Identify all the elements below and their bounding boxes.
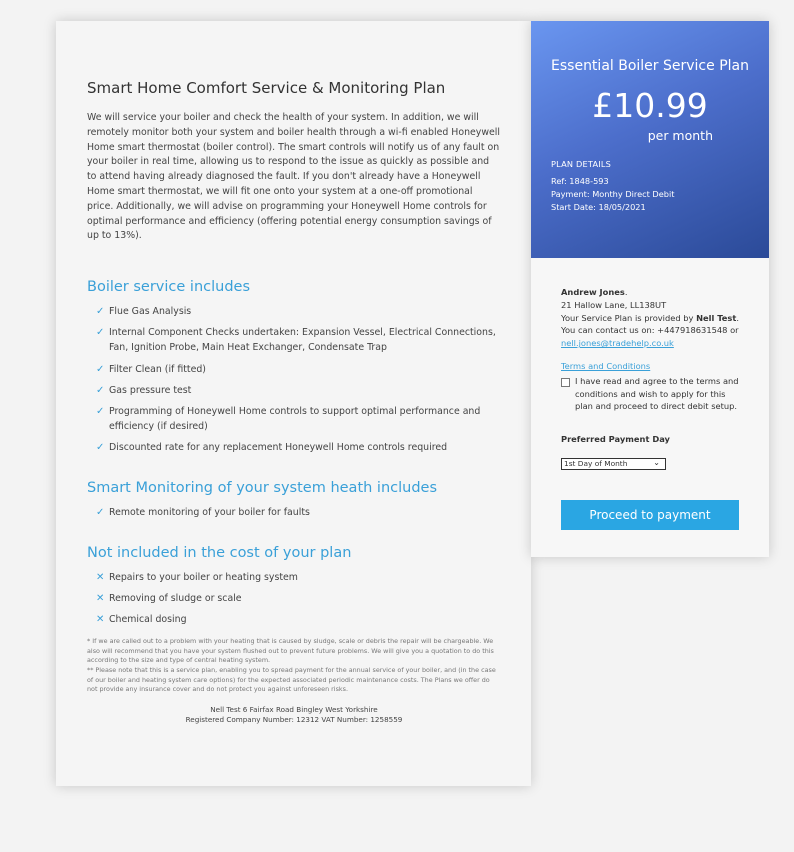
list-item: ✓ Remote monitoring of your boiler for faults: [96, 506, 501, 521]
list-item: ✓ Flue Gas Analysis: [96, 305, 501, 320]
list-item: ✓ Gas pressure test: [96, 384, 501, 399]
customer-section: Andrew Jones. 21 Hallow Lane, LL138UT Your Service Plan is provided by Nell Test. You can contact us on: +447918631548 or nell.jones@tradehelp.co.uk Terms and Conditions I have read and agree to the terms and conditions and wish to apply for this plan and proceed to direct debit setup. Preferred Payment Day 1st Day of Month ⌄ Proceed to payment: [531, 258, 769, 530]
plan-title: Smart Home Comfort Service & Monitoring Plan: [87, 79, 446, 97]
list-item: ✓ Discounted rate for any replacement Honeywell Home controls required: [96, 441, 501, 456]
proceed-to-payment-button[interactable]: Proceed to payment: [561, 500, 739, 530]
customer-name: Andrew Jones: [561, 287, 625, 297]
check-icon: ✓: [96, 442, 105, 454]
summary-plan-name: Essential Boiler Service Plan: [551, 58, 749, 74]
price-period: per month: [647, 128, 713, 143]
list-item: ✕ Removing of sludge or scale: [96, 592, 501, 607]
chevron-down-icon: ⌄: [653, 457, 660, 467]
agree-checkbox[interactable]: [561, 378, 570, 387]
check-icon: ✓: [96, 406, 105, 418]
plan-price: £10.99: [592, 86, 708, 125]
agree-row: [561, 375, 739, 413]
cross-icon: ✕: [96, 614, 105, 626]
cross-icon: ✕: [96, 571, 105, 583]
service-section-title: Boiler service includes: [87, 279, 251, 296]
payment-day-select[interactable]: [561, 458, 666, 470]
plan-payment: Payment: Monthy Direct Debit: [551, 189, 675, 199]
list-item: ✕ Chemical dosing: [96, 613, 501, 628]
list-item: ✓ Filter Clean (if fitted): [96, 363, 501, 378]
excluded-list: [87, 571, 501, 628]
check-icon: ✓: [96, 384, 105, 396]
contact-line: You can contact us on: +447918631548 or: [561, 325, 739, 336]
customer-address: 21 Hallow Lane, LL138UT: [561, 299, 667, 310]
contact-email-link[interactable]: nell.jones@tradehelp.co.uk: [561, 338, 674, 349]
list-item: ✓ Internal Component Checks undertaken: Expansion Vessel, Electrical Connections, Fan, Ignition Probe, Main Heat Exchanger, Condensate Trap: [96, 327, 496, 354]
check-icon: ✓: [96, 507, 105, 519]
list-item: ✕ Repairs to your boiler or heating system: [96, 571, 501, 586]
service-list: [87, 305, 501, 456]
plan-details-card: [56, 21, 531, 786]
list-item: ✓ Programming of Honeywell Home controls to support optimal performance and efficiency (if desired): [96, 406, 481, 432]
monitoring-list: [87, 506, 501, 521]
footnotes: [87, 637, 501, 695]
company-info: [87, 705, 501, 726]
terms-link[interactable]: Terms and Conditions: [561, 360, 651, 371]
plan-ref: Ref: 1848-593: [551, 176, 609, 186]
company-address: Nell Test 6 Fairfax Road Bingley West Yorkshire: [210, 704, 378, 714]
summary-card: [531, 21, 769, 557]
excluded-section-title: Not included in the cost of your plan: [87, 544, 352, 561]
check-icon: ✓: [96, 306, 105, 318]
plan-description: We will service your boiler and check the health of your system. In addition, we will remotely monitor both your system and boiler health through a wi-fi enabled Honeywell Home smart thermostat (boiler control). The smart controls will notify us of any fault on your boiler in real time, allowing us to respond to the issue as quickly as possible and to attend having already diagnosed the fault. If you don't already have a Honeywell Home smart thermostat, we will fit one onto your system at a one-off promotional price. Additionally, we will advise on programming your Honeywell Home controls for optimal performance and efficiency (offering potential energy consumption savings of up to 13%).: [87, 112, 500, 242]
footnote-service-plan: ** Please note that this is a service plan, enabling you to spread payment for the annual service of your boiler, and (in the case of our boiler and heating system care options) for the expected associated periodic maintenance costs. The Plans we offer do not provide any insurance cover and do not protect you against unforeseen risks.: [87, 666, 496, 694]
agree-text: I have read and agree to the terms and conditions and wish to apply for this plan and proceed to direct debit setup.: [575, 375, 739, 412]
plan-summary-header: [531, 21, 769, 258]
plan-start-date: Start Date: 18/05/2021: [551, 202, 646, 212]
plan-details-title: PLAN DETAILS: [551, 159, 612, 169]
check-icon: ✓: [96, 363, 105, 375]
company-registration: Registered Company Number: 12312 VAT Number: 1258559: [185, 715, 403, 725]
provider-line: Your Service Plan is provided by Nell Test.: [561, 312, 739, 323]
payment-day-value: 1st Day of Month: [564, 458, 628, 468]
cross-icon: ✕: [96, 593, 105, 605]
check-icon: ✓: [96, 327, 105, 339]
provider-name: Nell Test: [696, 312, 737, 323]
footnote-sludge: * If we are called out to a problem with your heating that is caused by sludge, scale or debris the repair will be chargeable. We also will recommend that you have your system flushed out to prevent future problems. We will give you a quotation to do this according to the size and type of central heating system.: [87, 637, 494, 665]
monitoring-section-title: Smart Monitoring of your system heath includes: [87, 480, 438, 497]
payment-day-label: Preferred Payment Day: [561, 434, 670, 445]
